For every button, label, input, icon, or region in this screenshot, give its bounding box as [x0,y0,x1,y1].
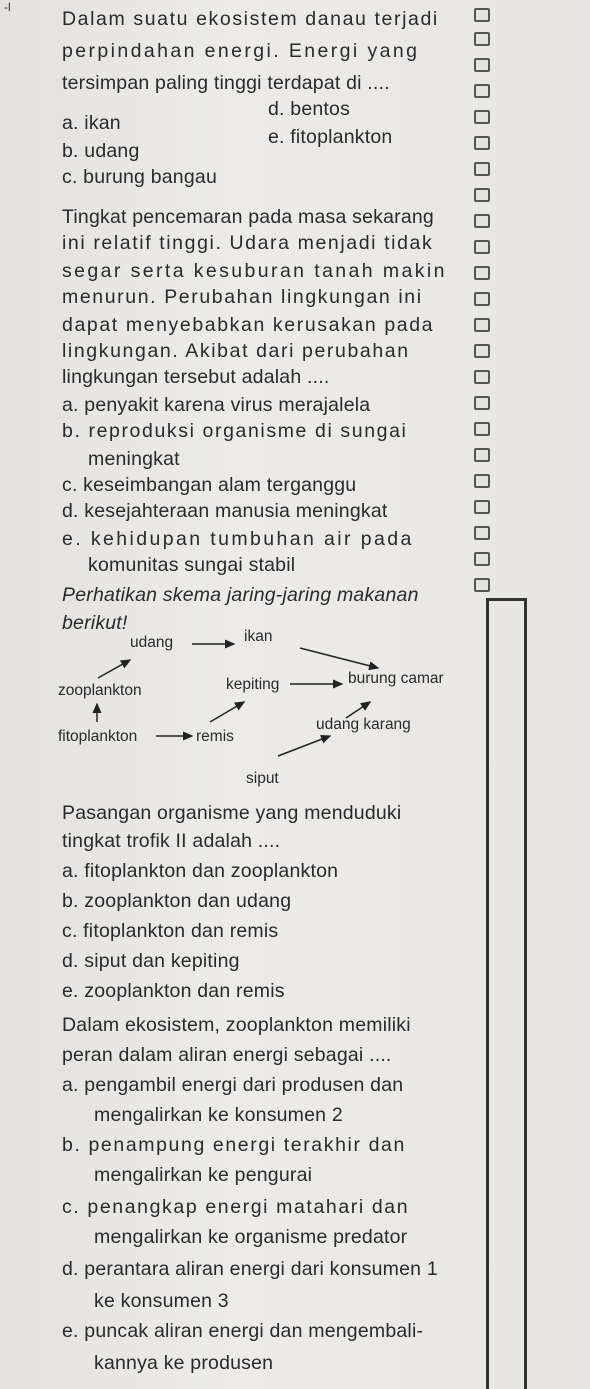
q1-option-b: b. udang [62,140,140,162]
q3-stem-line: berikut! [62,612,128,634]
node-siput: siput [246,770,279,787]
q3-stem-line: Perhatikan skema jaring-jaring makanan [62,584,419,606]
q2-option-b-cont: meningkat [88,448,180,470]
q4-option-b: b. penampung energi terakhir dan [62,1134,406,1156]
q4-option-a-cont: mengalirkan ke konsumen 2 [94,1104,343,1126]
q2-stem-line: segar serta kesuburan tanah makin [62,260,447,282]
q1-stem-line: Dalam suatu ekosistem danau terjadi [62,8,439,30]
node-zooplankton: zooplankton [58,682,142,699]
q2-stem-line: ini relatif tinggi. Udara menjadi tidak [62,232,434,254]
q4-option-d-cont: ke konsumen 3 [94,1290,229,1312]
q3-question-line: tingkat trofik II adalah .... [62,830,281,852]
corner-mark: -l [4,0,11,14]
q2-option-e-cont: komunitas sungai stabil [88,554,296,576]
q4-stem-line: Dalam ekosistem, zooplankton memiliki [62,1014,411,1036]
q2-stem-line: menurun. Perubahan lingkungan ini [62,286,423,308]
q2-option-b: b. reproduksi organisme di sungai [62,420,408,442]
q2-stem-line: lingkungan tersebut adalah .... [62,366,330,388]
page-edge-line [486,600,489,1389]
q1-option-e: e. fitoplankton [268,126,393,148]
page-edge-line-top [486,598,526,601]
q2-stem-line: lingkungan. Akibat dari perubahan [62,340,410,362]
q4-option-b-cont: mengalirkan ke pengurai [94,1164,313,1186]
q2-stem-line: dapat menyebabkan kerusakan pada [62,314,435,336]
q3-option-d: d. siput dan kepiting [62,950,240,972]
q4-option-c: c. penangkap energi matahari dan [62,1196,410,1218]
q1-option-c: c. burung bangau [62,166,217,188]
q2-option-c: c. keseimbangan alam terganggu [62,474,357,496]
node-udang-karang: udang karang [316,716,411,733]
q1-option-d: d. bentos [268,98,351,120]
q1-option-a: a. ikan [62,112,121,134]
q4-stem-line: peran dalam aliran energi sebagai .... [62,1044,392,1066]
q4-option-a: a. pengambil energi dari produsen dan [62,1074,404,1096]
node-udang: udang [130,634,174,651]
node-ikan: ikan [244,628,273,645]
node-burung-camar: burung camar [348,670,444,687]
q2-option-e: e. kehidupan tumbuhan air pada [62,528,414,550]
q3-option-e: e. zooplankton dan remis [62,980,285,1002]
node-fitoplankton: fitoplankton [58,728,138,745]
q3-option-b: b. zooplankton dan udang [62,890,292,912]
page-edge-line-right [524,598,527,1389]
q4-option-e: e. puncak aliran energi dan mengembali- [62,1320,424,1342]
q2-option-a: a. penyakit karena virus merajalela [62,394,371,416]
q2-option-d: d. kesejahteraan manusia meningkat [62,500,388,522]
q4-option-e-cont: kannya ke produsen [94,1352,274,1374]
q1-stem-line: tersimpan paling tinggi terdapat di .... [62,72,390,94]
food-web-arrows [0,630,480,780]
q1-stem-line: perpindahan energi. Energi yang [62,40,420,62]
q3-option-a: a. fitoplankton dan zooplankton [62,860,339,882]
q3-option-c: c. fitoplankton dan remis [62,920,279,942]
q4-option-d: d. perantara aliran energi dari konsumen 1 [62,1258,438,1280]
q2-stem-line: Tingkat pencemaran pada masa sekarang [62,206,434,228]
node-kepiting: kepiting [226,676,280,693]
node-remis: remis [196,728,234,745]
q3-question-line: Pasangan organisme yang menduduki [62,802,402,824]
q4-option-c-cont: mengalirkan ke organisme predator [94,1226,408,1248]
